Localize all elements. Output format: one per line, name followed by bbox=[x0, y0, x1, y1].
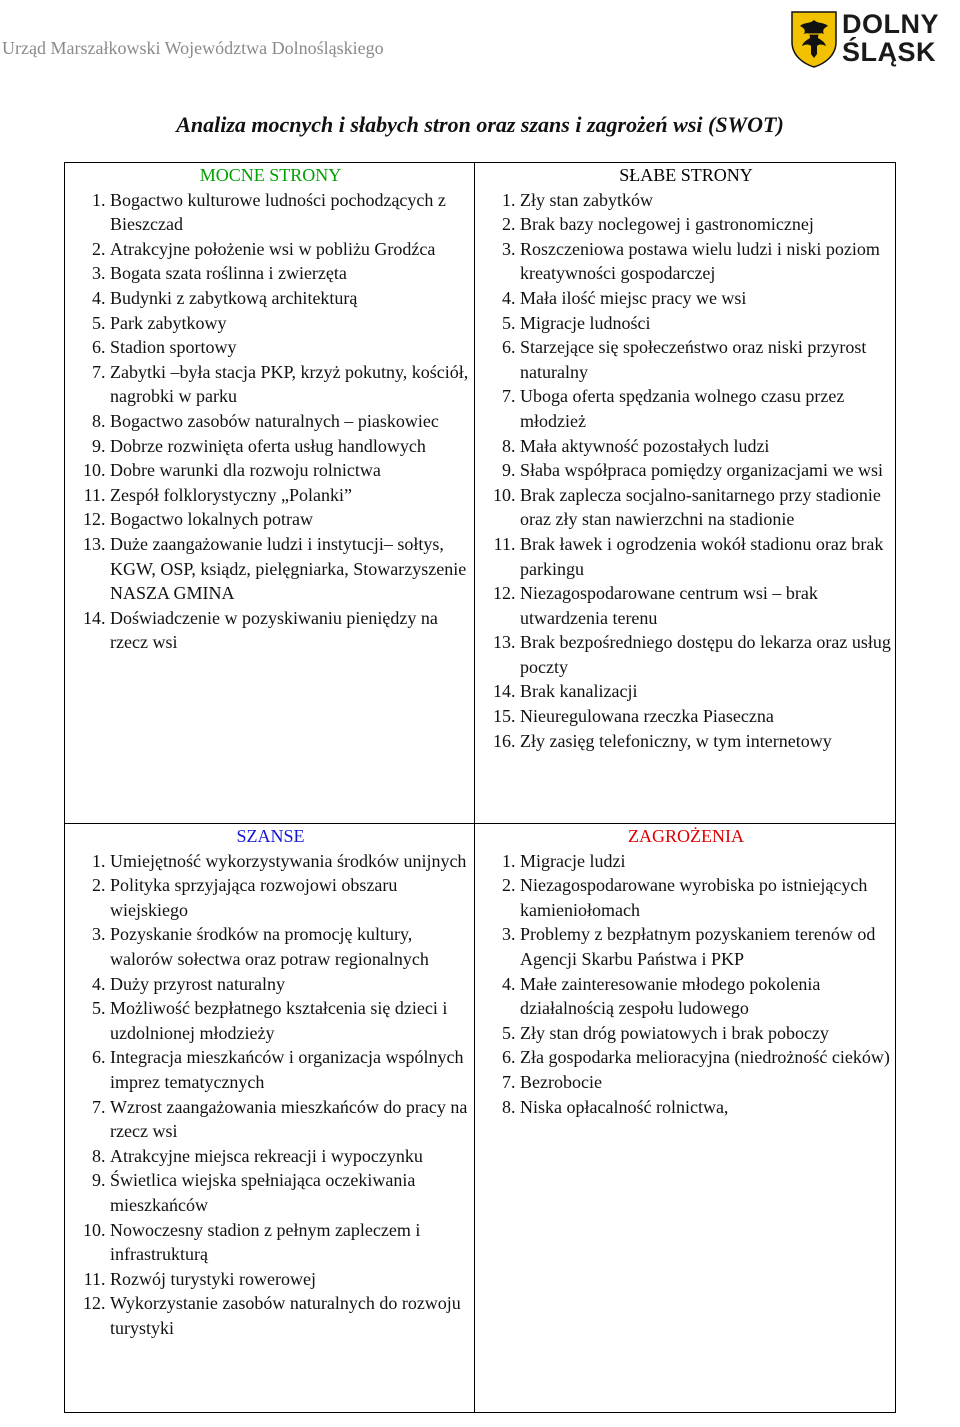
list-item: 10. Nowoczesny stadion z pełnym zapleczem i infrastrukturą bbox=[110, 1218, 470, 1267]
list-item: 1. Umiejętność wykorzystywania środków unijnych bbox=[110, 849, 470, 874]
logo-line-1: DOLNY bbox=[842, 9, 939, 39]
list-item: 6. Integracja mieszkańców i organizacja wspólnych imprez tematycznych bbox=[110, 1045, 470, 1094]
swot-table bbox=[64, 162, 896, 1413]
list-item: 13. Duże zaangażowanie ludzi i instytucji– sołtys, KGW, OSP, ksiądz, pielęgniarka, Stowarzyszenie NASZA GMINA bbox=[110, 532, 470, 606]
weaknesses-cell bbox=[475, 163, 896, 824]
list-item: 3. Problemy z bezpłatnym pozyskaniem terenów od Agencji Skarbu Państwa i PKP bbox=[520, 922, 891, 971]
list-item: 1. Bogactwo kulturowe ludności pochodzących z Bieszczad bbox=[110, 188, 470, 237]
strengths-list bbox=[71, 188, 470, 655]
list-item: 5. Migracje ludności bbox=[520, 311, 891, 336]
list-item: 6. Starzejące się społeczeństwo oraz niski przyrost naturalny bbox=[520, 335, 891, 384]
header-organization: Urząd Marszałkowski Województwa Dolnośląskiego bbox=[2, 38, 384, 58]
list-item: 7. Uboga oferta spędzania wolnego czasu przez młodzież bbox=[520, 384, 891, 433]
list-item: 5. Park zabytkowy bbox=[110, 311, 470, 336]
swot-row-internal bbox=[65, 163, 896, 824]
list-item: 9. Dobrze rozwinięta oferta usług handlowych bbox=[110, 434, 470, 459]
list-item: 4. Budynki z zabytkową architekturą bbox=[110, 286, 470, 311]
list-item: 10. Brak zaplecza socjalno-sanitarnego przy stadionie oraz zły stan nawierzchni na stadionie bbox=[520, 483, 891, 532]
list-item: 3. Bogata szata roślinna i zwierzęta bbox=[110, 261, 470, 286]
list-item: 2. Niezagospodarowane wyrobiska po istniejących kamieniołomach bbox=[520, 873, 891, 922]
list-item: 7. Zabytki –była stacja PKP, krzyż pokutny, kościół, nagrobki w parku bbox=[110, 360, 470, 409]
document-title: Analiza mocnych i słabych stron oraz szans i zagrożeń wsi (SWOT) bbox=[176, 112, 784, 137]
list-item: 10. Dobre warunki dla rozwoju rolnictwa bbox=[110, 458, 470, 483]
opportunities-list bbox=[71, 849, 470, 1341]
list-item: 7. Wzrost zaangażowania mieszkańców do pracy na rzecz wsi bbox=[110, 1095, 470, 1144]
list-item: 15. Nieuregulowana rzeczka Piaseczna bbox=[520, 704, 891, 729]
list-item: 6. Stadion sportowy bbox=[110, 335, 470, 360]
list-item: 12. Wykorzystanie zasobów naturalnych do rozwoju turystyki bbox=[110, 1291, 470, 1340]
list-item: 1. Zły stan zabytków bbox=[520, 188, 891, 213]
list-item: 2. Polityka sprzyjająca rozwojowi obszaru wiejskiego bbox=[110, 873, 470, 922]
dolny-slask-logo bbox=[790, 8, 958, 70]
logo-line-2: ŚLĄSK bbox=[842, 37, 937, 67]
list-item: 8. Mała aktywność pozostałych ludzi bbox=[520, 434, 891, 459]
list-item: 3. Pozyskanie środków na promocję kultury, walorów sołectwa oraz potraw regionalnych bbox=[110, 922, 470, 971]
list-item: 11. Brak ławek i ogrodzenia wokół stadionu oraz brak parkingu bbox=[520, 532, 891, 581]
strengths-heading: MOCNE STRONY bbox=[199, 165, 342, 185]
list-item: 14. Brak kanalizacji bbox=[520, 679, 891, 704]
opportunities-cell bbox=[65, 824, 475, 1413]
list-item: 8. Atrakcyjne miejsca rekreacji i wypoczynku bbox=[110, 1144, 470, 1169]
list-item: 3. Roszczeniowa postawa wielu ludzi i niski poziom kreatywności gospodarczej bbox=[520, 237, 891, 286]
list-item: 5. Możliwość bezpłatnego kształcenia się dzieci i uzdolnionej młodzieży bbox=[110, 996, 470, 1045]
list-item: 7. Bezrobocie bbox=[520, 1070, 891, 1095]
opportunities-heading: SZANSE bbox=[236, 826, 305, 846]
list-item: 13. Brak bezpośredniego dostępu do lekarza oraz usług poczty bbox=[520, 630, 891, 679]
threats-cell bbox=[475, 824, 896, 1413]
threats-heading: ZAGROŻENIA bbox=[628, 826, 744, 846]
list-item: 2. Atrakcyjne położenie wsi w pobliżu Grodźca bbox=[110, 237, 470, 262]
list-item: 4. Małe zainteresowanie młodego pokolenia działalnością zespołu ludowego bbox=[520, 972, 891, 1021]
list-item: 4. Mała ilość miejsc pracy we wsi bbox=[520, 286, 891, 311]
list-item: 9. Świetlica wiejska spełniająca oczekiwania mieszkańców bbox=[110, 1168, 470, 1217]
list-item: 16. Zły zasięg telefoniczny, w tym internetowy bbox=[520, 729, 891, 754]
list-item: 12. Bogactwo lokalnych potraw bbox=[110, 507, 470, 532]
list-item: 4. Duży przyrost naturalny bbox=[110, 972, 470, 997]
strengths-cell bbox=[65, 163, 475, 824]
list-item: 11. Zespół folklorystyczny „Polanki” bbox=[110, 483, 470, 508]
list-item: 6. Zła gospodarka melioracyjna (niedrożność cieków) bbox=[520, 1045, 891, 1070]
swot-row-external bbox=[65, 824, 896, 1413]
threats-list bbox=[481, 849, 891, 1120]
list-item: 14. Doświadczenie w pozyskiwaniu pieniędzy na rzecz wsi bbox=[110, 606, 470, 655]
list-item: 2. Brak bazy noclegowej i gastronomicznej bbox=[520, 212, 891, 237]
weaknesses-heading: SŁABE STRONY bbox=[619, 165, 753, 185]
list-item: 8. Bogactwo zasobów naturalnych – piaskowiec bbox=[110, 409, 470, 434]
list-item: 9. Słaba współpraca pomiędzy organizacjami we wsi bbox=[520, 458, 891, 483]
list-item: 12. Niezagospodarowane centrum wsi – brak utwardzenia terenu bbox=[520, 581, 891, 630]
list-item: 1. Migracje ludzi bbox=[520, 849, 891, 874]
list-item: 5. Zły stan dróg powiatowych i brak poboczy bbox=[520, 1021, 891, 1046]
list-item: 8. Niska opłacalność rolnictwa, bbox=[520, 1095, 891, 1120]
list-item: 11. Rozwój turystyki rowerowej bbox=[110, 1267, 470, 1292]
coat-of-arms-icon bbox=[790, 10, 838, 68]
weaknesses-list bbox=[481, 188, 891, 754]
